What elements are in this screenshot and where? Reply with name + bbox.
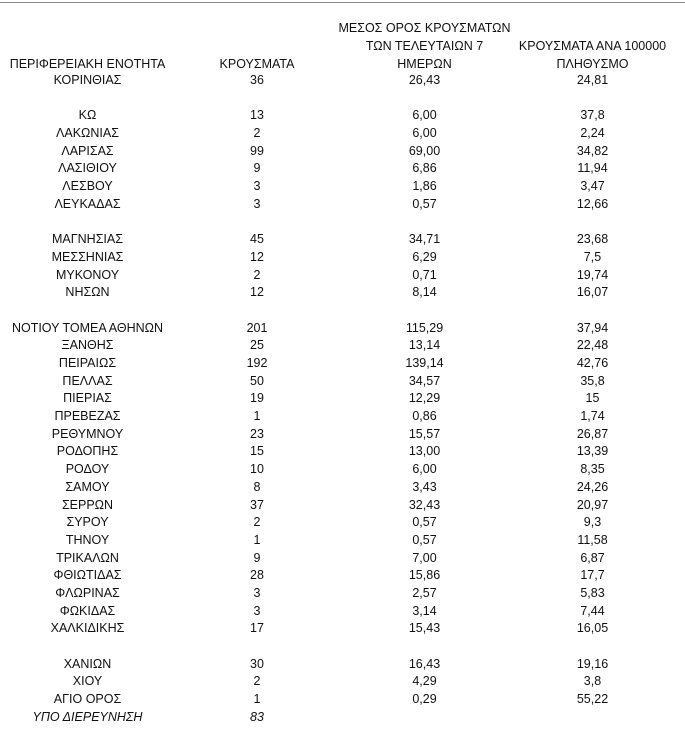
region-cell: ΧΙΟΥ bbox=[72, 674, 103, 689]
cases-cell: 3 bbox=[253, 179, 261, 194]
per-100000-cell: 19,74 bbox=[576, 267, 609, 282]
cases-cell: 50 bbox=[250, 373, 264, 388]
cases-cell: 3 bbox=[253, 603, 261, 618]
avg-7days-cell: 3,43 bbox=[412, 479, 437, 494]
avg-7days-cell: 34,71 bbox=[408, 232, 441, 247]
cases-cell: 8 bbox=[253, 479, 261, 494]
region-cell: ΡΟΔΟΥ bbox=[65, 462, 110, 477]
avg-7days-cell: 6,86 bbox=[412, 161, 437, 176]
avg-7days-cell: 15,86 bbox=[408, 568, 441, 583]
cases-cell: 15 bbox=[250, 444, 264, 459]
per-100000-cell: 55,22 bbox=[576, 692, 609, 707]
avg-7days-cell: 0,57 bbox=[412, 532, 437, 547]
cases-cell: 1 bbox=[253, 532, 261, 547]
avg-7days-cell: 0,86 bbox=[412, 409, 437, 424]
region-cell: ΤΡΙΚΑΛΩΝ bbox=[56, 550, 119, 565]
avg-7days-cell: 1,86 bbox=[412, 179, 437, 194]
table-row bbox=[0, 390, 685, 408]
avg-7days-cell: 8,14 bbox=[412, 285, 437, 300]
region-cell: ΜΥΚΟΝΟΥ bbox=[55, 267, 120, 282]
per-100000-cell: 7,5 bbox=[583, 249, 602, 264]
avg-7days-cell: 13,14 bbox=[408, 338, 441, 353]
per-100000-cell: 3,47 bbox=[580, 179, 605, 194]
header-avg-line-1: ΜΕΣΟΣ ΟΡΟΣ ΚΡΟΥΣΜΑΤΩΝ bbox=[338, 21, 511, 35]
avg-7days-cell: 6,00 bbox=[412, 462, 437, 477]
avg-7days-cell: 6,29 bbox=[412, 249, 437, 264]
region-cell: ΣΑΜΟΥ bbox=[65, 479, 110, 494]
table-row bbox=[0, 267, 685, 285]
region-cell: ΚΟΡΙΝΘΙΑΣ bbox=[53, 73, 122, 87]
header-cases-per-100000 bbox=[505, 37, 680, 73]
header-cases: ΚΡΟΥΣΜΑΤΑ bbox=[219, 57, 295, 71]
per-100000-cell: 34,82 bbox=[576, 143, 609, 158]
cases-cell: 36 bbox=[250, 73, 264, 87]
avg-7days-cell: 12,29 bbox=[408, 391, 441, 406]
per-100000-cell: 23,68 bbox=[576, 232, 609, 247]
table-row bbox=[0, 284, 685, 302]
per-100000-cell: 24,81 bbox=[576, 73, 609, 87]
region-cell: ΑΓΙΟ ΟΡΟΣ bbox=[53, 692, 122, 707]
cases-cell: 83 bbox=[250, 709, 264, 724]
table-row bbox=[0, 337, 685, 355]
table-row bbox=[0, 125, 685, 143]
per-100000-cell: 15 bbox=[585, 391, 600, 406]
table-row bbox=[0, 426, 685, 444]
region-cell: ΣΕΡΡΩΝ bbox=[61, 497, 114, 512]
header-avg-7days bbox=[327, 19, 522, 73]
table-row bbox=[0, 373, 685, 391]
table-row bbox=[0, 107, 685, 125]
cases-cell: 37 bbox=[250, 497, 264, 512]
avg-7days-cell: 69,00 bbox=[408, 143, 441, 158]
cases-cell: 2 bbox=[253, 515, 261, 530]
cases-cell: 1 bbox=[253, 692, 261, 707]
region-cell: ΚΩ bbox=[78, 108, 97, 123]
table-row bbox=[0, 656, 685, 674]
cases-cell: 3 bbox=[253, 585, 261, 600]
cases-cell: 17 bbox=[250, 621, 264, 636]
avg-7days-cell: 13,00 bbox=[408, 444, 441, 459]
cases-cell: 10 bbox=[250, 462, 264, 477]
avg-7days-cell: 2,57 bbox=[412, 585, 437, 600]
avg-7days-cell: 34,57 bbox=[408, 373, 441, 388]
region-cell: ΠΕΛΛΑΣ bbox=[62, 373, 113, 388]
per-100000-cell: 22,48 bbox=[576, 338, 609, 353]
avg-7days-cell: 4,29 bbox=[412, 674, 437, 689]
per-100000-cell: 9,3 bbox=[583, 515, 602, 530]
per-100000-cell: 11,94 bbox=[577, 161, 608, 176]
cases-cell: 9 bbox=[253, 550, 261, 565]
avg-7days-cell: 3,14 bbox=[412, 603, 437, 618]
region-cell: ΡΟΔΟΠΗΣ bbox=[56, 444, 119, 459]
region-cell: ΡΕΘΥΜΝΟΥ bbox=[51, 426, 124, 441]
table-row bbox=[0, 585, 685, 603]
avg-7days-cell: 32,43 bbox=[408, 497, 441, 512]
table-row bbox=[0, 603, 685, 621]
avg-7days-cell: 15,43 bbox=[408, 621, 441, 636]
per-100000-cell: 1,74 bbox=[580, 409, 605, 424]
avg-7days-cell: 0,29 bbox=[412, 692, 437, 707]
per-100000-cell: 16,05 bbox=[576, 621, 609, 636]
region-cell: ΞΑΝΘΗΣ bbox=[61, 338, 114, 353]
avg-7days-cell: 26,43 bbox=[408, 73, 441, 87]
header-region: ΠΕΡΙΦΕΡΕΙΑΚΗ ΕΝΟΤΗΤΑ bbox=[9, 57, 166, 71]
region-cell: ΦΘΙΩΤΙΔΑΣ bbox=[53, 568, 122, 583]
table-row bbox=[0, 443, 685, 461]
avg-7days-cell: 16,43 bbox=[408, 656, 441, 671]
table-row bbox=[0, 461, 685, 479]
cases-cell: 2 bbox=[253, 267, 261, 282]
cases-cell: 2 bbox=[253, 126, 261, 141]
region-cell: ΛΕΥΚΑΔΑΣ bbox=[54, 196, 121, 211]
per-100000-cell: 6,87 bbox=[580, 550, 605, 565]
cases-cell: 25 bbox=[250, 338, 264, 353]
cases-cell: 9 bbox=[253, 161, 261, 176]
header-per-line-2: ΠΛΗΘΥΣΜΟ bbox=[556, 57, 629, 71]
per-100000-cell: 35,8 bbox=[580, 373, 605, 388]
cases-cell: 1 bbox=[253, 409, 261, 424]
table-row bbox=[0, 355, 685, 373]
table-row bbox=[0, 673, 685, 691]
region-cell: ΧΑΛΚΙΔΙΚΗΣ bbox=[50, 621, 125, 636]
cases-cell: 99 bbox=[250, 143, 264, 158]
table-row bbox=[0, 196, 685, 214]
region-cell: ΝΟΤΙΟΥ ΤΟΜΕΑ ΑΘΗΝΩΝ bbox=[11, 320, 164, 335]
table-row bbox=[0, 143, 685, 161]
cases-cell: 12 bbox=[250, 285, 264, 300]
per-100000-cell: 26,87 bbox=[576, 426, 609, 441]
avg-7days-cell: 0,71 bbox=[412, 267, 437, 282]
table-row bbox=[0, 72, 685, 90]
table-body bbox=[0, 72, 685, 726]
table-row bbox=[0, 709, 685, 727]
region-cell: ΜΑΓΝΗΣΙΑΣ bbox=[52, 232, 123, 247]
per-100000-cell: 2,24 bbox=[580, 126, 605, 141]
per-100000-cell: 7,44 bbox=[580, 603, 605, 618]
per-100000-cell: 5,83 bbox=[580, 585, 605, 600]
per-100000-cell: 20,97 bbox=[576, 497, 609, 512]
table-row bbox=[0, 550, 685, 568]
region-cell: ΠΡΕΒΕΖΑΣ bbox=[54, 409, 121, 424]
per-100000-cell: 24,26 bbox=[576, 479, 609, 494]
avg-7days-cell: 139,14 bbox=[405, 356, 444, 370]
cases-cell: 28 bbox=[250, 568, 264, 583]
avg-7days-cell: 15,57 bbox=[408, 426, 441, 441]
region-cell: ΠΕΙΡΑΙΩΣ bbox=[58, 356, 117, 370]
per-100000-cell: 12,66 bbox=[576, 196, 609, 211]
table-row bbox=[0, 479, 685, 497]
region-cell: ΣΥΡΟΥ bbox=[66, 515, 109, 530]
avg-7days-cell: 6,00 bbox=[412, 108, 437, 123]
per-100000-cell: 37,94 bbox=[576, 320, 609, 335]
region-cell: ΛΑΣΙΘΙΟΥ bbox=[58, 161, 117, 176]
cases-cell: 192 bbox=[246, 356, 268, 370]
table-row bbox=[0, 160, 685, 178]
per-100000-cell: 3,8 bbox=[583, 674, 602, 689]
avg-7days-cell: 0,57 bbox=[412, 196, 437, 211]
region-cell: ΥΠΟ ΔΙΕΡΕΥΝΗΣΗ bbox=[32, 709, 143, 724]
region-cell: ΛΕΣΒΟΥ bbox=[62, 179, 113, 194]
cases-cell: 13 bbox=[250, 108, 264, 123]
region-cell: ΝΗΣΩΝ bbox=[65, 285, 110, 300]
cases-cell: 45 bbox=[250, 232, 264, 247]
per-100000-cell: 19,16 bbox=[576, 656, 609, 671]
region-cell: ΤΗΝΟΥ bbox=[65, 532, 110, 547]
avg-7days-cell: 7,00 bbox=[412, 550, 437, 565]
header-avg-line-3: ΗΜΕΡΩΝ bbox=[397, 57, 452, 71]
table-row bbox=[0, 620, 685, 638]
region-cell: ΦΩΚΙΔΑΣ bbox=[59, 603, 116, 618]
per-100000-cell: 16,07 bbox=[576, 285, 609, 300]
table-row bbox=[0, 514, 685, 532]
cases-cell: 30 bbox=[250, 656, 264, 671]
region-cell: ΛΑΚΩΝΙΑΣ bbox=[56, 126, 119, 141]
cases-cell: 3 bbox=[253, 196, 261, 211]
table-row bbox=[0, 178, 685, 196]
region-cell: ΦΛΩΡΙΝΑΣ bbox=[55, 585, 120, 600]
per-100000-cell: 13,39 bbox=[576, 444, 609, 459]
table-row bbox=[0, 231, 685, 249]
table-row bbox=[0, 497, 685, 515]
cases-cell: 19 bbox=[250, 391, 264, 406]
top-border-line bbox=[0, 2, 685, 3]
per-100000-cell: 11,58 bbox=[577, 532, 608, 547]
region-cell: ΠΙΕΡΙΑΣ bbox=[63, 391, 112, 406]
per-100000-cell: 42,76 bbox=[576, 356, 609, 370]
region-cell: ΜΕΣΣΗΝΙΑΣ bbox=[51, 249, 124, 264]
avg-7days-cell: 6,00 bbox=[412, 126, 437, 141]
table-row bbox=[0, 320, 685, 338]
avg-7days-cell: 0,57 bbox=[412, 515, 437, 530]
cases-cell: 201 bbox=[246, 320, 268, 335]
per-100000-cell: 17,7 bbox=[580, 568, 605, 583]
header-per-line-1: ΚΡΟΥΣΜΑΤΑ ΑΝΑ 100000 bbox=[518, 39, 667, 53]
table-row bbox=[0, 691, 685, 709]
cases-cell: 23 bbox=[250, 426, 264, 441]
avg-7days-cell: 115,29 bbox=[405, 320, 444, 335]
cases-cell: 12 bbox=[250, 249, 264, 264]
region-cell: ΧΑΝΙΩΝ bbox=[63, 656, 112, 671]
header-avg-line-2: ΤΩΝ ΤΕΛΕΥΤΑΙΩΝ 7 bbox=[365, 39, 484, 53]
table-row bbox=[0, 567, 685, 585]
region-cell: ΛΑΡΙΣΑΣ bbox=[61, 143, 114, 158]
per-100000-cell: 37,8 bbox=[580, 108, 605, 123]
table-row bbox=[0, 408, 685, 426]
table-row bbox=[0, 532, 685, 550]
table-row bbox=[0, 249, 685, 267]
per-100000-cell: 8,35 bbox=[580, 462, 605, 477]
cases-cell: 2 bbox=[253, 674, 261, 689]
